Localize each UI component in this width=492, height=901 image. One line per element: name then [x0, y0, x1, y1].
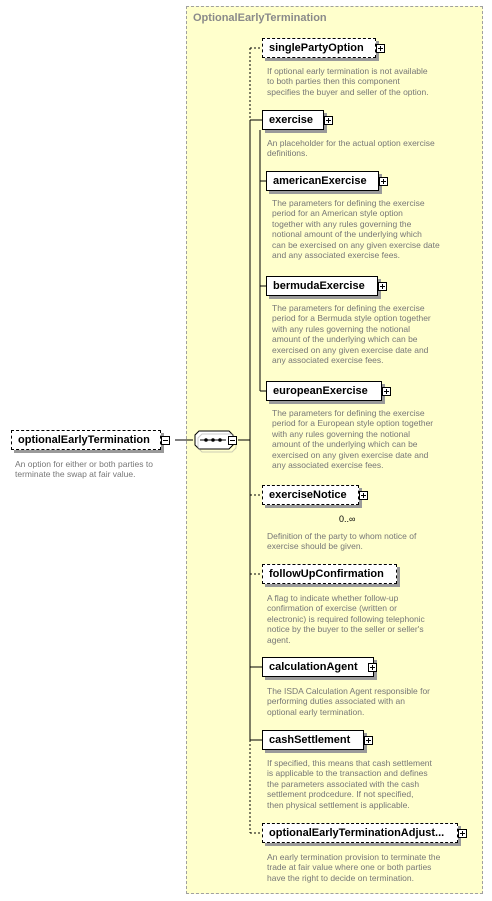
- root-element-label: optionalEarlyTermination: [18, 434, 150, 446]
- element-bermuda-exercise[interactable]: [266, 276, 378, 296]
- element-label: cashSettlement: [269, 734, 351, 746]
- element-label: bermudaExercise: [273, 280, 365, 292]
- expand-plus-icon[interactable]: [364, 736, 373, 745]
- expand-plus-icon[interactable]: [324, 116, 333, 125]
- element-optional-early-termination-adjustments[interactable]: [262, 823, 458, 843]
- expand-plus-icon[interactable]: [359, 491, 368, 500]
- element-description: The parameters for defining the exercise period for a Bermuda style option together with any rules governing the notional amount of the underlying which can be exercised on any given exercise date and any associated exercise fees.: [272, 303, 431, 366]
- element-label: exercise: [269, 114, 314, 126]
- element-exercise[interactable]: [262, 110, 324, 130]
- expand-plus-icon[interactable]: [382, 387, 391, 396]
- expand-plus-icon[interactable]: [368, 663, 377, 672]
- expand-plus-icon[interactable]: [376, 44, 385, 53]
- element-calculation-agent[interactable]: [262, 657, 374, 677]
- element-label: calculationAgent: [269, 661, 358, 673]
- element-label: europeanExercise: [273, 385, 368, 397]
- element-description: The ISDA Calculation Agent responsible for performing duties associated with an optional early termination.: [267, 686, 431, 717]
- compositor-collapse-icon[interactable]: [228, 436, 237, 445]
- element-description: A flag to indicate whether follow-up confirmation of exercise (written or electronic) is required following telephonic notice by the buyer to the seller or seller's agent.: [267, 593, 425, 645]
- element-description: If optional early termination is not available to both parties then this component specifies the buyer and seller of the option.: [267, 66, 429, 97]
- root-description: An option for either or both parties to terminate the swap at fair value.: [15, 459, 153, 480]
- element-label: americanExercise: [273, 175, 367, 187]
- root-element-optional-early-termination[interactable]: [11, 430, 161, 450]
- element-follow-up-confirmation[interactable]: [262, 564, 397, 584]
- element-label: followUpConfirmation: [269, 568, 384, 580]
- expand-plus-icon[interactable]: [378, 282, 387, 291]
- element-label: singlePartyOption: [269, 42, 364, 54]
- root-collapse-icon[interactable]: [161, 436, 170, 445]
- element-european-exercise[interactable]: [266, 381, 382, 401]
- element-label: exerciseNotice: [269, 489, 347, 501]
- element-description: The parameters for defining the exercise period for an American style option together with any rules governing the notional amount of the underlying which can be exercised on any given exercise date and any associated exercise fees.: [272, 198, 440, 261]
- element-description: Definition of the party to whom notice of exercise should be given.: [267, 531, 417, 552]
- expand-plus-icon[interactable]: [379, 177, 388, 186]
- element-label: optionalEarlyTerminationAdjust...: [269, 827, 445, 839]
- element-cash-settlement[interactable]: [262, 730, 364, 750]
- element-exercise-notice[interactable]: [262, 485, 359, 505]
- group-title: OptionalEarlyTermination: [193, 12, 327, 24]
- element-american-exercise[interactable]: [266, 171, 379, 191]
- element-description: The parameters for defining the exercise period for a European style option together with any rules governing the notional amount of the underlying which can be exercised on any given exercise date and any associated exercise fees.: [272, 408, 434, 471]
- element-description: An early termination provision to terminate the trade at fair value where one or both parties have the right to decide on termination.: [267, 852, 441, 883]
- element-description: An placeholder for the actual option exercise definitions.: [267, 138, 435, 159]
- element-description: If specified, this means that cash settlement is applicable to the transaction and defines the parameters associated with the cash settlement prodcedure. If not specified, then physical settlement is applicable.: [267, 758, 432, 810]
- expand-plus-icon[interactable]: [458, 829, 467, 838]
- cardinality-label: 0..∞: [339, 514, 356, 524]
- element-single-party-option[interactable]: [262, 38, 376, 58]
